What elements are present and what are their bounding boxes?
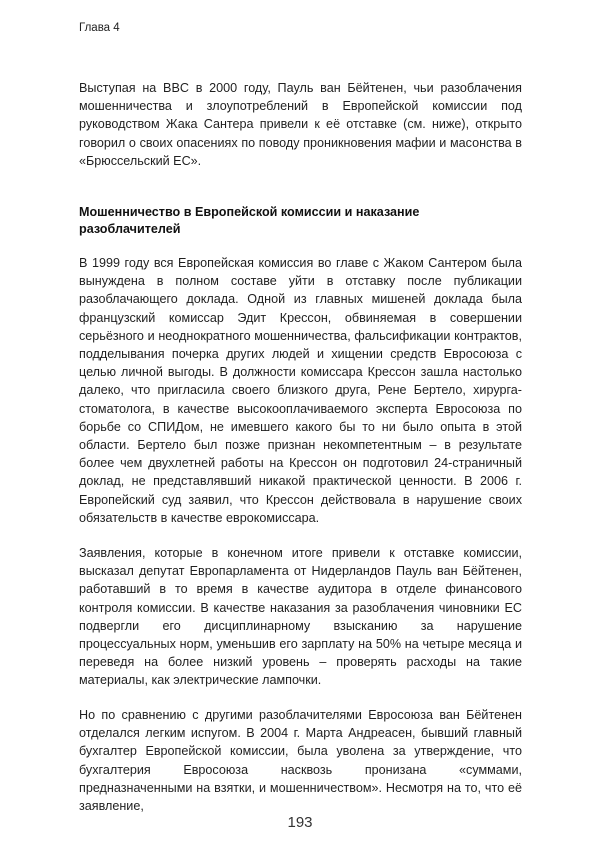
paragraph-van-buitenen: Заявления, которые в конечном итоге привели к отставке комиссии, высказал депутат Европарламента от Нидерландов Пауль ван Бёйтенен, работавший в то время в качестве аудитора в отделе финансового контроля комиссии. В качестве наказания за разоблачения чиновники ЕС подвергли его дисциплинарному взысканию за нарушение процессуальных норм, уменьшив его зарплату на 50% на четыре месяца и переведя на более низкий уровень – проверять расходы на такие материалы, как электрические лампочки.: [79, 546, 522, 688]
intro-paragraph: Выступая на BBC в 2000 году, Пауль ван Бёйтенен, чьи разоблачения мошенничества и злоупотреблений в Европейской комиссии под руководством Жака Сантера привели к её отставке (см. ниже), открыто говорил о своих опасениях по поводу проникновения мафии и масонства в «Брюссельский ЕС».: [79, 81, 522, 168]
page-number: 193: [287, 814, 313, 831]
running-header: Глава 4: [79, 22, 120, 34]
paragraph-resignation: В 1999 году вся Европейская комиссия во главе с Жаком Сантером была вынуждена в полном составе уйти в отставку после публикации разоблачающего доклада. Одной из главных мишеней доклада была французский комиссар Эдит Крессон, обвиняемая в совершении серьёзного и неоднократного мошенничества, фальсификации контрактов, подделывания почерка других людей и хищении средств Евросоюза с целью личной выгоды. В должности комиссара Крессон зашла настолько далеко, что пригласила своего близкого друга, Рене Бертело, хирурга-стоматолога, в качестве высокооплачиваемого эксперта Евросоюза по борьбе со СПИДом, не имевшего какого бы то ни было опыта в этой области. Бертело был позже признан некомпетентным – в результате более чем двухлетней работы на Крессон он подготовил 24-страничный доклад, не представлявший никакой практической ценности. В 2006 г. Европейский суд заявил, что Крессон действовала в нарушение своих обязательств в качестве еврокомиссара.: [79, 256, 522, 525]
paragraph-andreasen: Но по сравнению с другими разоблачителями Евросоюза ван Бёйтенен отделался легким испугом. В 2004 г. Марта Андреасен, бывший главный бухгалтер Европейской комиссии, была уволена за утверждение, что бухгалтерия Евросоюза насквозь пронизана «суммами, предназначенными на взятки, и мошенничеством». Несмотря на то, что её заявление,: [79, 708, 522, 814]
section-heading: Мошенничество в Европейской комиссии и наказание разоблачителей: [79, 205, 420, 236]
